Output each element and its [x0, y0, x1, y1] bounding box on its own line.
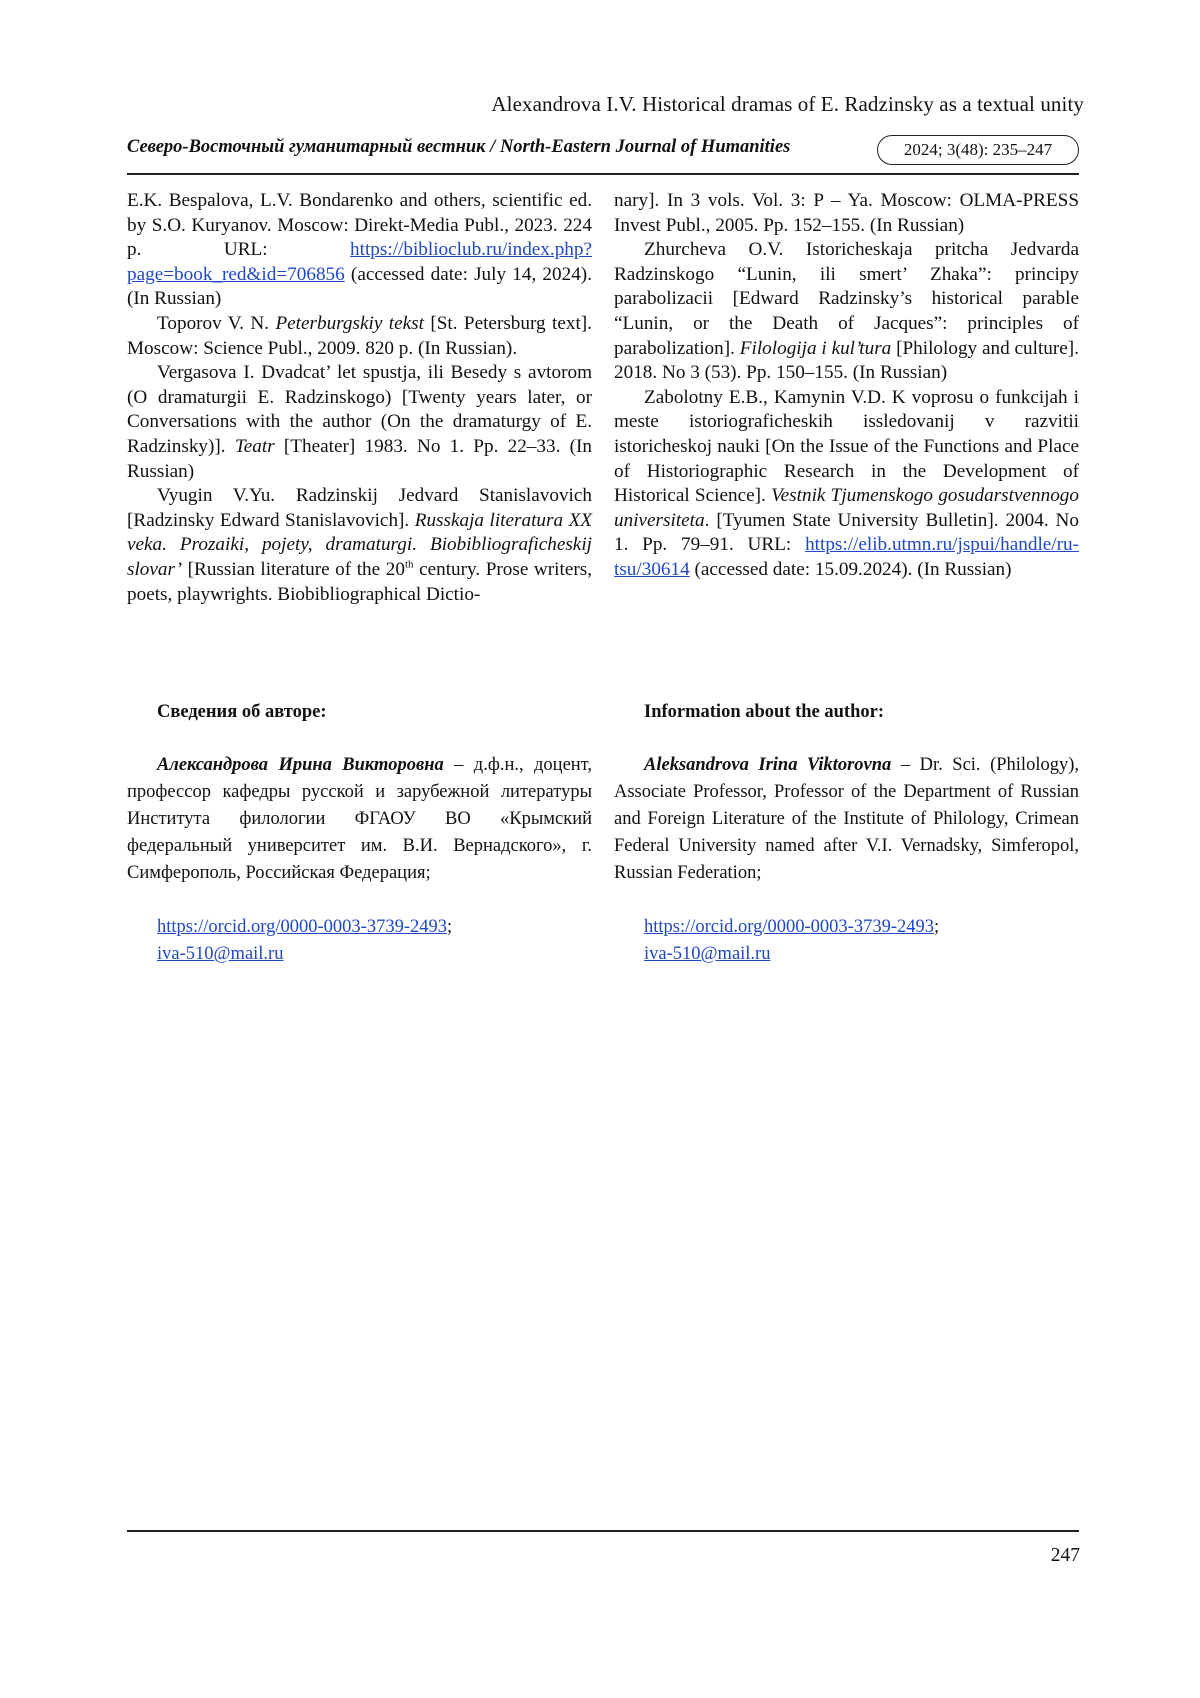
author-links-ru: https://orcid.org/0000-0003-3739-2493; iva-510@mail.ru [157, 917, 453, 964]
reference-item: Zhurcheva O.V. Istoricheskaja pritcha Jedvarda Radzinskogo “Lunin, ili smert’ Zhaka”: principy parabolizacii [Edward Radzinsky’s historical parable “Lunin, or the Death of Jacques”: principles of parabolization]. Filologija i kul’tura [Philology and culture]. 2018. No 3 (53). Pp. 150–155. (In Russian) [614, 239, 1079, 384]
orcid-link-en[interactable]: https://orcid.org/0000-0003-3739-2493 [644, 917, 934, 937]
reference-item: E.K. Bespalova, L.V. Bondarenko and others, scientific ed. by S.O. Kuryanov. Moscow: Direkt-Media Publ., 2023. 224 p. URL: https://biblioclub.ru/index.php?page=book_red&id=706856 (accessed date: July 14, 2024). (In Russian) [127, 190, 592, 310]
author-heading-ru: Сведения об авторе: [157, 702, 327, 722]
author-name-en: Aleksandrova Irina Viktorovna [644, 755, 892, 775]
references-right-column [614, 189, 1079, 583]
author-info-en: Aleksandrova Irina Viktorovna – Dr. Sci. (Philology), Associate Professor, Professor of the Department of Russian and Foreign Literature of the Institute of Philology, Crimean Federal University named after V.I. Vernadsky, Simferopol, Russian Federation; [614, 755, 1079, 883]
author-info-ru: Александрова Ирина Викторовна – д.ф.н., доцент, профессор кафедры русской и зарубежной литературы Института филологии ФГАОУ ВО «Крымский федеральный университет им. В.И. Вернадского», г. Симферополь, Российская Федерация; [127, 755, 593, 883]
reference-item: Vyugin V.Yu. Radzinskij Jedvard Stanislavovich [Radzinsky Edward Stanislavovich]. Russkaja literatura XX veka. Prozaiki, pojety, dramaturgi. Biobibliograficheskij slovar’ [Russian literature of the 20th century. Prose writers, poets, playwrights. Biobibliographical Dictio- [127, 485, 593, 605]
header-divider [127, 173, 1079, 175]
reference-item: Zabolotny E.B., Kamynin V.D. K voprosu o funkcijah i meste istoriograficheskih issledovanij v razvitii istoricheskoj nauki [On the Issue of the Functions and Place of Historiographic Research in the Development of Historical Science]. Vestnik Tjumenskogo gosudarstvennogo universiteta. [Tyumen State University Bulletin]. 2004. No 1. Pp. 79–91. URL: https://elib.utmn.ru/jspui/handle/ru-tsu/30614 (accessed date: 15.09.2024). (In Russian) [614, 386, 1079, 580]
footer-divider [127, 1530, 1079, 1532]
reference-link[interactable]: https://elib.utmn.ru/jspui/handle/ru-tsu/30614 [614, 534, 1079, 580]
email-link-ru[interactable]: iva-510@mail.ru [157, 944, 284, 964]
page-number: 247 [1050, 1545, 1080, 1566]
reference-item: nary]. In 3 vols. Vol. 3: P – Ya. Moscow: OLMA-PRESS Invest Publ., 2005. Pp. 152–155. (In Russian) [614, 190, 1079, 236]
reference-item: Toporov V. N. Peterburgskiy tekst [St. Petersburg text]. Moscow: Science Publ., 2009. 820 p. (In Russian). [127, 312, 592, 359]
email-link-en[interactable]: iva-510@mail.ru [644, 944, 771, 964]
author-heading-en: Information about the author: [644, 702, 884, 722]
journal-title: Северо-Восточный гуманитарный вестник / North-Eastern Journal of Humanities [127, 137, 791, 157]
author-links-en: https://orcid.org/0000-0003-3739-2493; iva-510@mail.ru [644, 917, 940, 964]
author-name-ru: Александрова Ирина Викторовна [157, 755, 444, 775]
orcid-link-ru[interactable]: https://orcid.org/0000-0003-3739-2493 [157, 917, 447, 937]
reference-link[interactable]: https://biblioclub.ru/index.php?page=book_red&id=706856 [127, 239, 592, 285]
reference-item: Vergasova I. Dvadcat’ let spustja, ili Besedy s avtorom (O dramaturgii E. Radzinskogo) [Twenty years later, or Conversations with the author (On the dramaturgy of E. Radzinsky)]. Teatr [Theater] 1983. No 1. Pp. 22–33. (In Russian) [127, 362, 592, 482]
issue-badge: 2024; 3(48): 235–247 [877, 135, 1079, 165]
running-title: Alexandrova I.V. Historical dramas of E. Radzinsky as a textual unity [491, 92, 1084, 116]
references-left-column [127, 189, 592, 607]
